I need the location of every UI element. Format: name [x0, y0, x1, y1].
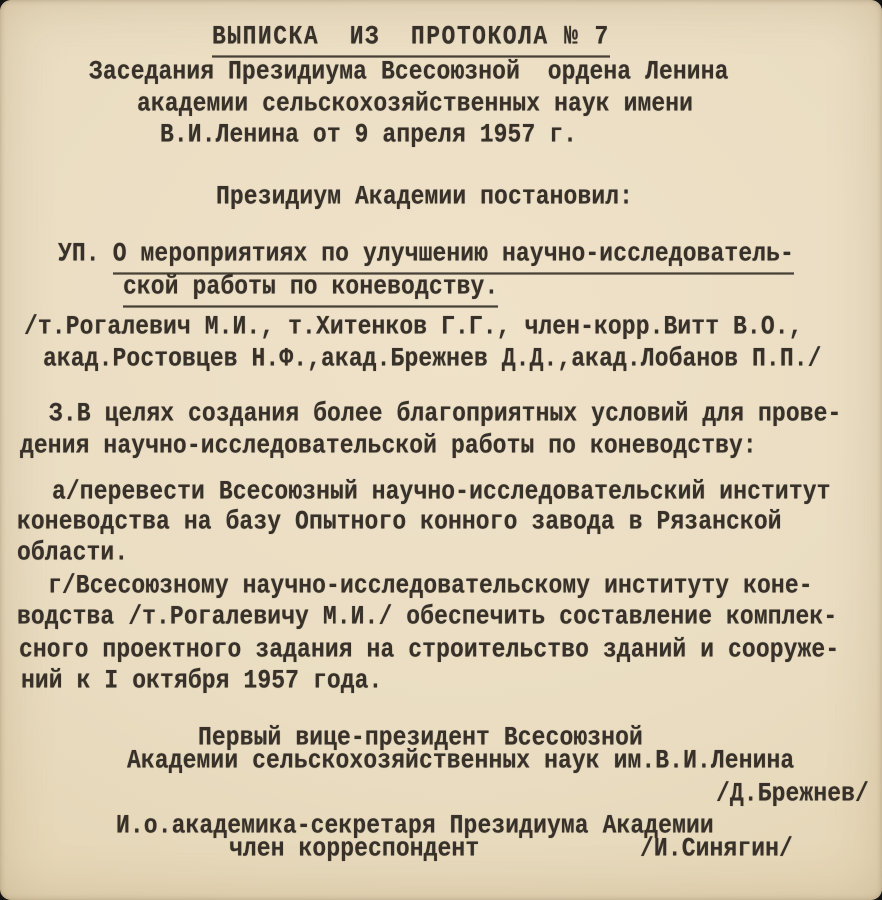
body-para3-line-4: ний к I октября 1957 года.: [21, 665, 383, 696]
document-title-text: ВЫПИСКА ИЗ ПРОТОКОЛА № 7: [212, 22, 610, 58]
body-para3-line-1: г/Всесоюзному научно-исследовательскому институту коне-: [48, 570, 813, 601]
body-para3-line-2: водства /т.Рогалевичу М.И./ обеспечить составление комплек-: [17, 601, 838, 632]
body-para1-line-1: З.В целях создания более благоприятных условий для прове-: [49, 398, 842, 429]
signature2-role-line-2: член корреспондент: [229, 833, 480, 864]
agenda-item-title-part-1: О мероприятиях по улучшению научно-исследователь-: [113, 239, 794, 275]
signature1-role-line-2: Академии сельскохозяйственных наук им.В.И.Ленина: [127, 745, 795, 776]
agenda-item-line-1: [58, 238, 794, 269]
body-para1-line-2: дения научно-исследовательской работы по коневодству:: [20, 430, 757, 461]
signature2-name: /И.Синягин/: [640, 833, 793, 864]
body-para2-line-2: коневодства на базу Опытного конного завода в Рязанской: [17, 506, 782, 537]
signature1-name: /Д.Брежнев/: [716, 778, 869, 809]
agenda-item-title-part-2: ской работы по коневодству.: [123, 272, 498, 308]
body-para2-line-1: а/перевести Всесоюзный научно-исследовательский институт: [52, 476, 831, 507]
body-para3-line-3: сного проектного задания на строительство зданий и сооруже-: [19, 634, 840, 665]
participants-line-2: акад.Ростовцев Н.Ф.,акад.Брежнев Д.Д.,акад.Лобанов П.П./: [43, 343, 822, 374]
resolution-heading: Президиум Академии постановил:: [216, 181, 634, 212]
signature2-role-line-1: И.о.академика-секретаря Президиума Академии: [116, 810, 714, 841]
participants-line-1: /т.Рогалевич М.И., т.Хитенков Г.Г., член-корр.Витт В.О.,: [24, 311, 803, 342]
header-line-1: Заседания Президиума Всесоюзной ордена Ленина: [89, 56, 729, 87]
agenda-item-number: УП.: [58, 238, 100, 269]
signature1-role-line-1: Первый вице-президент Всесоюзной: [198, 722, 643, 753]
header-line-3: В.И.Ленина от 9 апреля 1957 г.: [160, 119, 578, 150]
document-title: [212, 21, 610, 52]
body-para2-line-3: области.: [17, 537, 129, 568]
agenda-item-line-2: [123, 271, 499, 302]
header-line-2: академии сельскохозяйственных наук имени: [137, 88, 694, 119]
